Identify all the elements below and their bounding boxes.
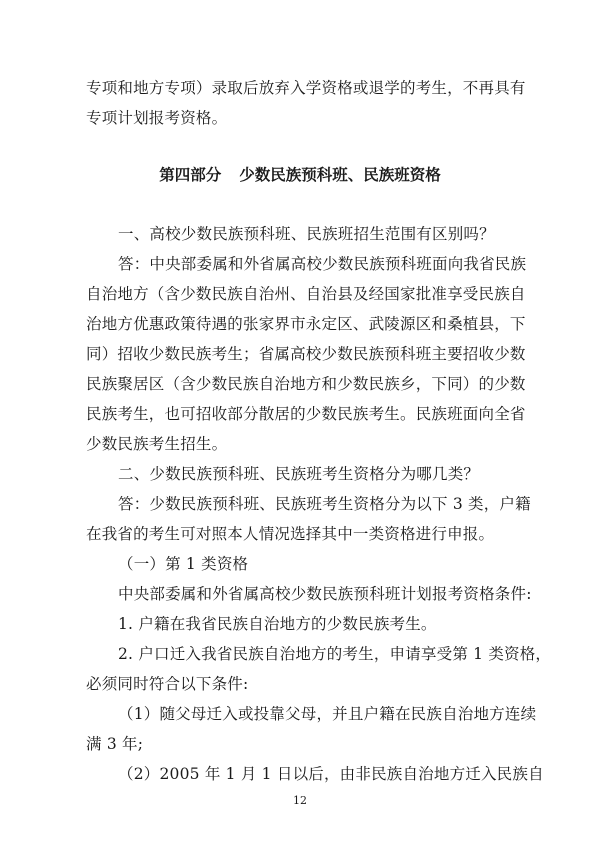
answer-1-line-4: 同）招收少数民族考生；省属高校少数民族预科班主要招收少数	[86, 345, 526, 363]
sub-condition-1-line-2: 满 3 年;	[86, 735, 144, 753]
answer-2-line-2: 在我省的考生可对照本人情况选择其中一类资格进行申报。	[86, 525, 495, 543]
answer-1-line-7: 少数民族考生招生。	[86, 435, 228, 453]
sub-condition-2-line-1: （2）2005 年 1 月 1 日以后，由非民族自治地方迁入民族自	[118, 765, 544, 783]
page-number: 12	[293, 794, 307, 807]
condition-2-line-1: 2. 户口迁入我省民族自治地方的考生，申请享受第 1 类资格，	[118, 645, 552, 663]
answer-1-line-3: 治地方优惠政策待遇的张家界市永定区、武陵源区和桑植县，下	[86, 315, 526, 333]
question-1: 一、高校少数民族预科班、民族班招生范围有区别吗？	[118, 225, 495, 243]
section-title: 少数民族预科班、民族班资格	[239, 166, 441, 184]
section-heading	[0, 165, 600, 185]
answer-2-line-1: 答：少数民族预科班、民族班考生资格分为以下 3 类，户籍	[118, 495, 531, 513]
answer-1-line-6: 民族考生，也可招收部分散居的少数民族考生。民族班面向全省	[86, 405, 526, 423]
intro-line-2: 专项计划报考资格。	[86, 109, 228, 127]
answer-1-line-1: 答：中央部委属和外省属高校少数民族预科班面向我省民族	[118, 255, 527, 273]
answer-1-line-5: 民族聚居区（含少数民族自治地方和少数民族乡，下同）的少数	[86, 375, 526, 393]
condition-intro: 中央部委属和外省属高校少数民族预科班计划报考资格条件:	[118, 585, 532, 603]
answer-1-line-2: 自治地方（含少数民族自治州、自治县及经国家批准享受民族自	[86, 285, 526, 303]
condition-1: 1. 户籍在我省民族自治地方的少数民族考生。	[118, 615, 437, 633]
condition-2-line-2: 必须同时符合以下条件:	[86, 675, 249, 693]
sub-condition-1-line-1: （1）随父母迁入或投靠父母，并且户籍在民族自治地方连续	[118, 705, 537, 723]
section-part: 第四部分	[159, 166, 222, 184]
question-2: 二、少数民族预科班、民族班考生资格分为哪几类？	[118, 465, 480, 483]
intro-line-1: 专项和地方专项）录取后放弃入学资格或退学的考生，不再具有	[86, 79, 526, 97]
subsection-heading: （一）第 1 类资格	[118, 555, 249, 573]
